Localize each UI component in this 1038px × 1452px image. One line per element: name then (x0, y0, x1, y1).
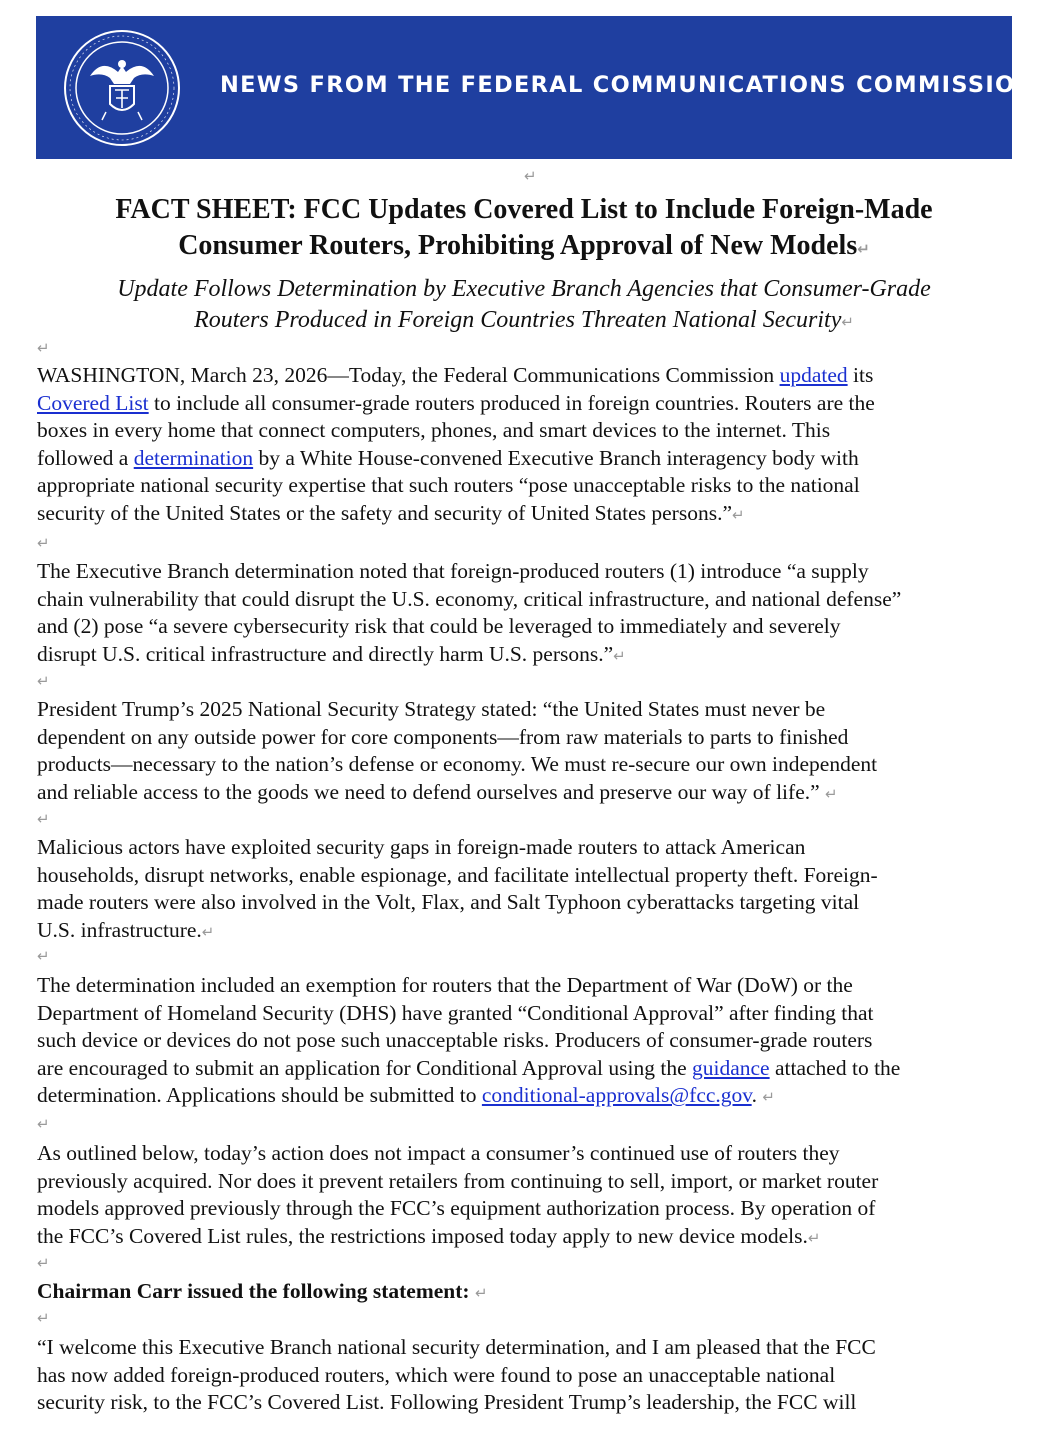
paragraph-mark: ↵ (201, 922, 215, 941)
paragraph-4: Malicious actors have exploited security gaps in foreign-made routers to attack American households, disrupt networks, enable espionage, and facilitate intellectual property theft. Foreign- made routers were also involved in the Volt, Flax, and Salt Typhoon cyberattacks targeting vital U.S. infrastructure.↵ (37, 835, 878, 942)
page-subtitle (36, 274, 1012, 338)
fcc-seal-icon (62, 28, 182, 148)
paragraph-mark: ↵ (37, 339, 50, 357)
subtitle-line-2: Routers Produced in Foreign Countries Threaten National Security (194, 307, 842, 333)
paragraph-mark: ↵ (37, 672, 50, 690)
determination-link[interactable]: determination (133, 445, 254, 470)
guidance-link[interactable]: guidance (692, 1055, 770, 1080)
paragraph-mark: ↵ (857, 240, 870, 258)
statement-heading: Chairman Carr issued the following statement: ↵ (37, 1279, 488, 1303)
paragraph-mark: ↵ (474, 1284, 488, 1302)
paragraph-mark: ↵ (37, 1254, 50, 1272)
covered-list-link[interactable]: Covered List (37, 390, 149, 415)
paragraph-mark: ↵ (37, 947, 50, 965)
updated-link[interactable]: updated (779, 363, 848, 387)
header-banner (36, 16, 1036, 159)
chairman-quote: “I welcome this Executive Branch national security determination, and I am pleased that the FCC has now added foreign-produced routers, which were found to pose an unacceptable national security risk, to the FCC’s Covered List. Following President Trump’s leadership, the FCC will (37, 1335, 876, 1415)
paragraph-6: As outlined below, today’s action does not impact a consumer’s continued use of routers they previously acquired. Nor does it prevent retailers from continuing to sell, import, or market router models approved previously through the FCC’s equipment authorization process. By operation of the FCC’s Covered List rules, the restrictions imposed today apply to new device models.↵ (37, 1141, 879, 1248)
subtitle-line-1: Update Follows Determination by Executive Branch Agencies that Consumer-Grade (117, 276, 931, 302)
paragraph-mark: ↵ (37, 534, 50, 552)
conditional-approvals-email-link[interactable]: conditional-approvals@fcc.gov (481, 1083, 752, 1108)
paragraph-1: WASHINGTON, March 23, 2026—Today, the Federal Communications Commission updated its Covered List to include all consumer-grade routers produced in foreign countries. Routers are the boxes in every home that connect computers, phones, and smart devices to the internet. This followed a determination by a White House-convened Executive Branch interagency body with appropriate national security expertise that such routers “pose unacceptable risks to the national security of the United States or the safety and security of United States persons.”↵ (37, 363, 875, 525)
paragraph-2: The Executive Branch determination noted that foreign-produced routers (1) introduce “a supply chain vulnerability that could disrupt the U.S. economy, critical infrastructure, and national defense” and (2) pose “a severe cybersecurity risk that could be leveraged to immediately and severely disrupt U.S. critical infrastructure and directly harm U.S. persons.”↵ (37, 559, 902, 666)
paragraph-mark: ↵ (762, 1088, 775, 1107)
title-line-1: FACT SHEET: FCC Updates Covered List to Include Foreign-Made (115, 194, 933, 225)
paragraph-mark: ↵ (613, 646, 626, 665)
paragraph-3: President Trump’s 2025 National Security Strategy stated: “the United States must never be dependent on any outside power for core components—from raw materials to parts to finished products—necessary to the nation’s defense or economy. We must re-secure our own independent and reliable access to the goods we need to defend ourselves and preserve our way of life.” ↵ (37, 697, 878, 804)
paragraph-mark: ↵ (37, 1309, 50, 1327)
title-line-2: Consumer Routers, Prohibiting Approval of New Models (178, 230, 858, 261)
paragraph-mark: ↵ (731, 505, 745, 524)
paragraph-5: The determination included an exemption for routers that the Department of War (DoW) or the Department of Homeland Security (DHS) have granted “Conditional Approval” after finding that such device or devices do not pose such unacceptable risks. Producers of consumer-grade routers are encouraged to submit an application for Conditional Approval using the guidance attached to the determination. Applications should be submitted to conditional-approvals@fcc.gov. ↵ (37, 973, 901, 1108)
paragraph-mark: ↵ (841, 313, 854, 331)
paragraph-mark: ↵ (825, 784, 838, 803)
paragraph-mark: ↵ (37, 810, 50, 828)
page-title (36, 192, 1012, 267)
banner-title: NEWS FROM THE FEDERAL COMMUNICATIONS COMMISSION (220, 72, 1036, 98)
paragraph-mark: ↵ (807, 1228, 821, 1247)
paragraph-mark: ↵ (37, 1115, 50, 1133)
paragraph-mark: ↵ (524, 167, 537, 185)
